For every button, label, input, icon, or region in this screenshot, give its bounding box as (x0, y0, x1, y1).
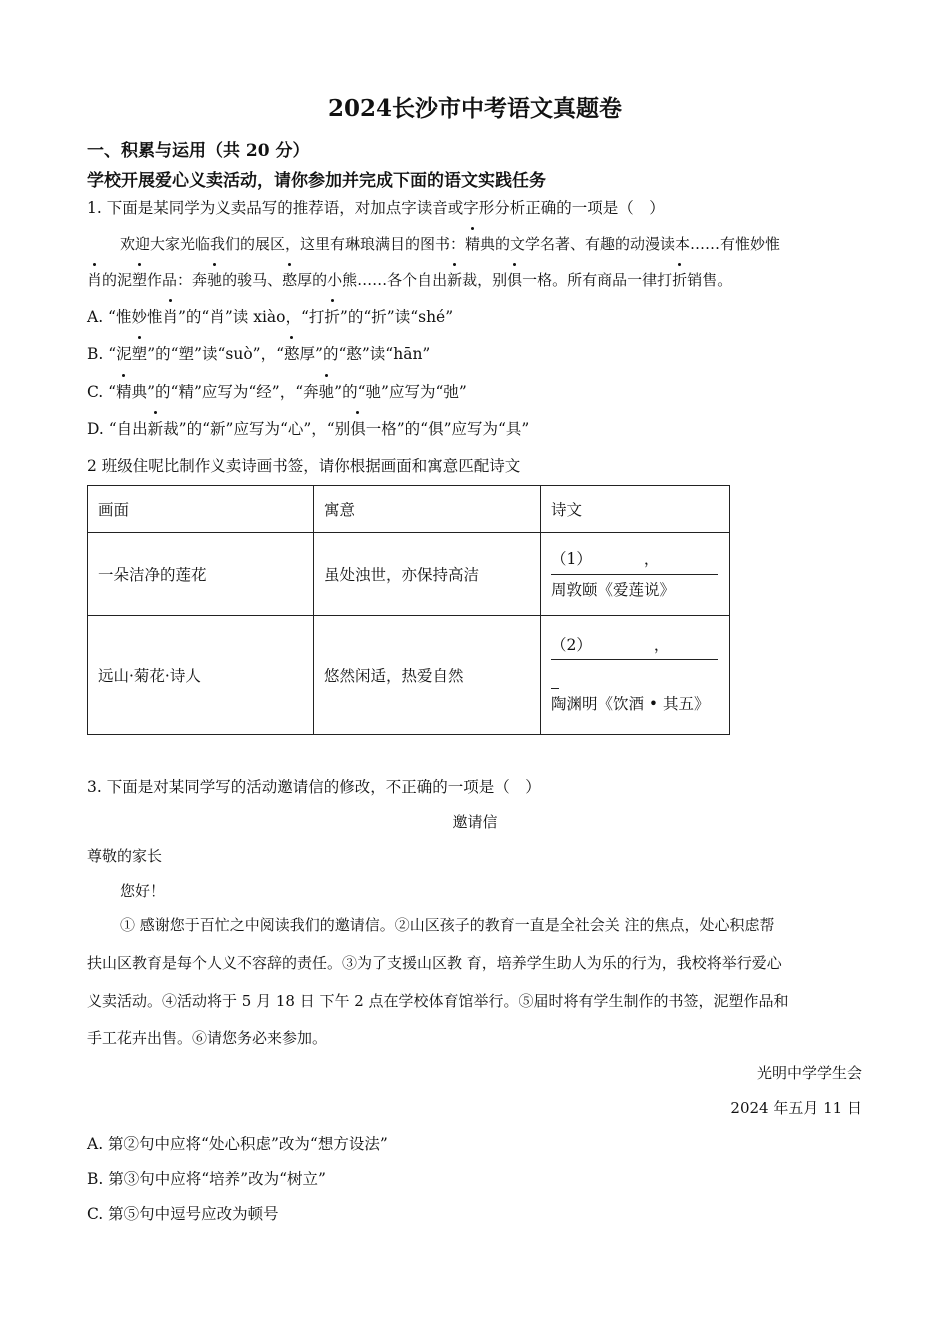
letter-body-line-3: 义卖活动。④活动将于 5 月 18 日 下午 2 点在学校体育馆举行。⑤届时将有学生制作的书签，泥塑作品和 (87, 992, 789, 1010)
passage-text: 的泥 (102, 271, 133, 289)
option-text: 厚”的“憨”读“hān” (299, 345, 431, 363)
table-row (88, 533, 730, 616)
meaning-cell: 虽处浊世，亦保持高洁 (314, 533, 541, 616)
blank-label: （1） (551, 549, 592, 568)
q1-passage-line-2 (87, 269, 732, 290)
blank-comma: ， (643, 549, 660, 568)
dotted-char: 折 (672, 271, 688, 289)
passage-text: 裁，别 (462, 271, 508, 289)
letter-date: 2024 年五月 11 日 (730, 1099, 862, 1117)
answer-blank-2-continuation[interactable] (551, 660, 559, 689)
header-poem: 诗文 (541, 486, 730, 533)
blank-comma: ， (653, 636, 670, 654)
option-text: 典”的“精”应写为“经”，“奔 (131, 383, 319, 401)
q1-stem: 1. 下面是某同学为义卖品写的推荐语，对加点字读音或字形分析正确的一项是（ ） (87, 199, 665, 217)
dotted-char: 肖 (87, 271, 103, 289)
passage-text: 的骏马、 (222, 271, 283, 289)
poem-cell (541, 533, 730, 616)
option-text: ”的“塑”读“suò”，“ (147, 345, 285, 363)
letter-body-line-2: 扶山区教育是每个人义不容辞的责任。③为了支援山区教 育，培养学生助人为乐的行为，我校将举行爱心 (87, 954, 782, 972)
dotted-char: 新 (447, 271, 463, 289)
dotted-char: 精 (465, 235, 481, 253)
letter-title: 邀请信 (452, 813, 498, 831)
q1-option-a[interactable] (87, 305, 453, 327)
table-header-row (88, 486, 730, 533)
passage-text: 厚的小熊……各个自出 (297, 271, 448, 289)
letter-salutation: 尊敬的家长 (87, 847, 163, 865)
option-text: ”的“驰”应写为“弛” (334, 383, 467, 401)
answer-blank-1[interactable] (551, 544, 718, 575)
dotted-char: 肖 (162, 305, 178, 327)
meaning-cell: 悠然闲适，热爱自然 (314, 616, 541, 735)
poem-source: 陶渊明《饮酒 • 其五》 (551, 695, 710, 713)
q3-stem: 3. 下面是对某同学写的活动邀请信的修改，不正确的一项是（ ） (87, 778, 541, 796)
letter-signature: 光明中学学生会 (756, 1064, 862, 1082)
passage-text: 欢迎大家光临我们的展区，这里有琳琅满目的图书： (120, 235, 466, 253)
dotted-char: 俱 (507, 271, 523, 289)
option-text: D. “自出 (87, 420, 148, 438)
letter-body-line-1: ① 感谢您于百忙之中阅读我们的邀请信。②山区孩子的教育一直是全社会关 注的焦点，处心积虑帮 (120, 916, 775, 934)
section-heading: 一、积累与运用（共 20 分） (87, 141, 310, 161)
q1-passage-line-1 (120, 233, 780, 254)
dotted-char: 驰 (207, 271, 223, 289)
option-text: A. “惟妙惟 (87, 308, 163, 326)
dotted-char: 塑 (132, 271, 148, 289)
q1-option-b[interactable] (87, 342, 430, 364)
dotted-char: 精 (116, 380, 132, 402)
dotted-char: 憨 (284, 342, 300, 364)
answer-blank-2[interactable] (551, 631, 718, 660)
poem-table (87, 485, 730, 735)
option-text: ”的“肖”读 xiào，“打 (178, 308, 325, 326)
poem-source: 周敦颐《爱莲说》 (551, 580, 676, 599)
passage-text: 销售。 (687, 271, 733, 289)
scene-cell: 远山·菊花·诗人 (88, 616, 314, 735)
letter-greeting: 您好！ (120, 882, 166, 900)
option-text: B. “泥 (87, 345, 132, 363)
option-text: ”的“折”读“shé” (339, 308, 454, 326)
header-meaning: 寓意 (314, 486, 541, 533)
passage-text: 典的文学名著、有趣的动漫读本……有惟妙惟 (480, 235, 781, 253)
option-text: C. “ (87, 383, 117, 401)
q3-option-c[interactable]: C. 第⑤句中逗号应改为顿号 (87, 1205, 279, 1223)
passage-text: 作品：奔 (147, 271, 208, 289)
passage-text: 一格。所有商品一律打 (522, 271, 673, 289)
letter-body-line-4: 手工花卉出售。⑥请您务必来参加。 (87, 1029, 328, 1047)
blank-label: （2） (551, 636, 592, 654)
dotted-char: 驰 (319, 380, 335, 402)
exam-title: 2024长沙市中考语文真题卷 (327, 95, 622, 122)
header-scene: 画面 (88, 486, 314, 533)
q3-option-a[interactable]: A. 第②句中应将“处心积虑”改为“想方设法” (87, 1135, 388, 1153)
table-row (88, 616, 730, 735)
dotted-char: 折 (324, 305, 340, 327)
dotted-char: 塑 (132, 342, 148, 364)
option-text: 裁”的“新”应写为“心”，“别 (163, 420, 351, 438)
dotted-char: 新 (148, 417, 164, 439)
option-text: 一格”的“俱”应写为“具” (365, 420, 530, 438)
poem-cell (541, 616, 730, 735)
dotted-char: 俱 (350, 417, 366, 439)
dotted-char: 憨 (282, 271, 298, 289)
q2-stem: 2 班级住呢比制作义卖诗画书签，请你根据画面和寓意匹配诗文 (87, 457, 521, 475)
scene-cell: 一朵洁净的莲花 (88, 533, 314, 616)
q1-option-c[interactable] (87, 380, 467, 402)
task-heading: 学校开展爱心义卖活动，请你参加并完成下面的语文实践任务 (87, 171, 546, 191)
q3-option-b[interactable]: B. 第③句中应将“培养”改为“树立” (87, 1170, 326, 1188)
q1-option-d[interactable] (87, 417, 529, 439)
